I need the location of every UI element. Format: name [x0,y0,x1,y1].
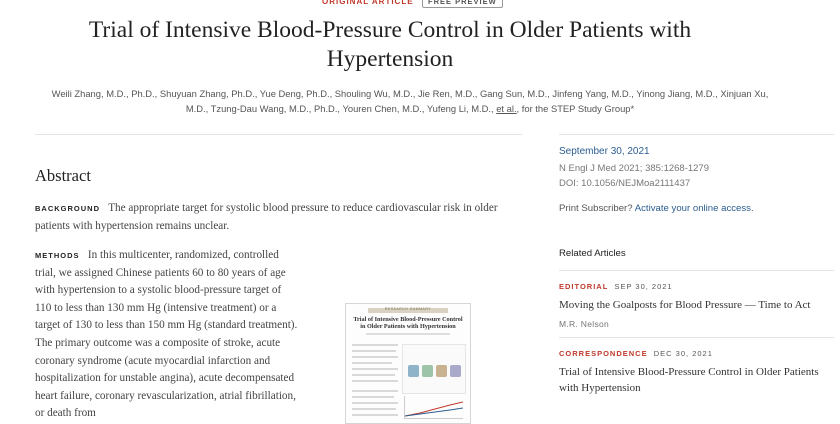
research-summary-thumbnail[interactable] [345,303,471,424]
related-separator [559,337,834,338]
methods-text: In this multicenter, randomized, controlled trial, we assigned Chinese patients 60 to 80 years of age with hypertension to a systolic blood-pressure target of 110 to less than 130 mm Hg (intensive treatment) or a target of 130 to less than 150 mm Hg (standard treatment). The primary outcome was a composite of stroke, acute coronary syndrome (acute myocardial infarction and hospitalization for unstable angina), acute decompensated heart failure, coronary revascularization, atrial fibrillation, or death from [35,249,298,420]
figure-title: Trial of Intensive Blood-Pressure Control in Older Patients with Hypertension [353,316,463,330]
citation-block [559,161,709,191]
pill-bottle-icon [422,365,433,377]
related-article-title[interactable]: Trial of Intensive Blood-Pressure Control in Older Patients with Hypertension [559,366,819,394]
figure-text-line [352,402,398,404]
figure-text-line [352,390,398,392]
related-article-title[interactable]: Moving the Goalposts for Blood Pressure — Time to Act [559,299,811,311]
print-subscriber-prompt [559,203,754,214]
related-date: SEP 30, 2021 [614,282,673,291]
et-al-link[interactable]: et al. [496,103,517,114]
related-article-item[interactable] [559,349,834,396]
related-article-type [559,349,834,358]
free-preview-badge: FREE PREVIEW [422,0,503,8]
background-text: The appropriate target for systolic blood pressure to reduce cardiovascular risk in older patients with hypertension remains unclear. [35,202,498,232]
related-articles-heading: Related Articles [559,248,626,259]
abstract-methods [35,247,300,423]
related-date: DEC 30, 2021 [653,349,713,358]
background-label: BACKGROUND [35,204,100,213]
related-article-item[interactable] [559,282,834,329]
print-subscriber-label: Print Subscriber? [559,203,633,214]
figure-text-line [352,356,398,358]
figure-text-line [352,350,396,352]
activate-access-link[interactable]: Activate your online access. [634,203,754,214]
figure-pill-panel [402,344,466,394]
authors-suffix: , for the STEP Study Group* [516,103,635,114]
publication-date: September 30, 2021 [559,146,650,157]
author-list [40,86,780,116]
divider-left [35,134,522,135]
related-article-type [559,282,834,291]
related-divider [559,270,834,271]
related-kicker-label: EDITORIAL [559,282,609,291]
figure-text-line [352,374,395,376]
figure-banner-text: RESEARCH SUMMARY [384,307,432,311]
article-type-label: ORIGINAL ARTICLE [322,0,414,6]
figure-text-line [352,414,398,416]
pill-bottle-icon [450,365,461,377]
abstract-background [35,200,525,235]
figure-mini-graph [404,396,463,419]
pill-bottle-icon [408,365,419,377]
figure-authors-line [366,333,450,335]
figure-text-line [352,380,398,382]
pill-bottle-icon [436,365,447,377]
figure-text-line [352,396,394,398]
doi: DOI: 10.1056/NEJMoa2111437 [559,178,691,189]
abstract-heading: Abstract [35,166,91,185]
related-kicker-label: CORRESPONDENCE [559,349,648,358]
figure-text-line [352,408,396,410]
journal-citation: N Engl J Med 2021; 385:1268-1279 [559,163,709,174]
divider-right [559,134,834,135]
related-article-author: M.R. Nelson [559,319,610,329]
article-title: Trial of Intensive Blood-Pressure Control in Older Patients with Hypertension [88,17,692,72]
figure-text-line [352,362,392,364]
figure-graph-lines [405,396,463,418]
figure-text-line [352,368,398,370]
figure-text-line [352,344,398,346]
methods-label: METHODS [35,251,80,260]
authors-text: Weili Zhang, M.D., Ph.D., Shuyuan Zhang, Ph.D., Yue Deng, Ph.D., Shouling Wu, M.D., Jie Ren, M.D., Gang Sun, M.D., Jinfeng Yang, M.D., Yinong Jiang, M.D., Xinjuan Xu, M.D., Tzung-Dau Wang, M.D., Ph.D., Youren Chen, M.D., Yufeng Li, M.D., [51,88,769,114]
